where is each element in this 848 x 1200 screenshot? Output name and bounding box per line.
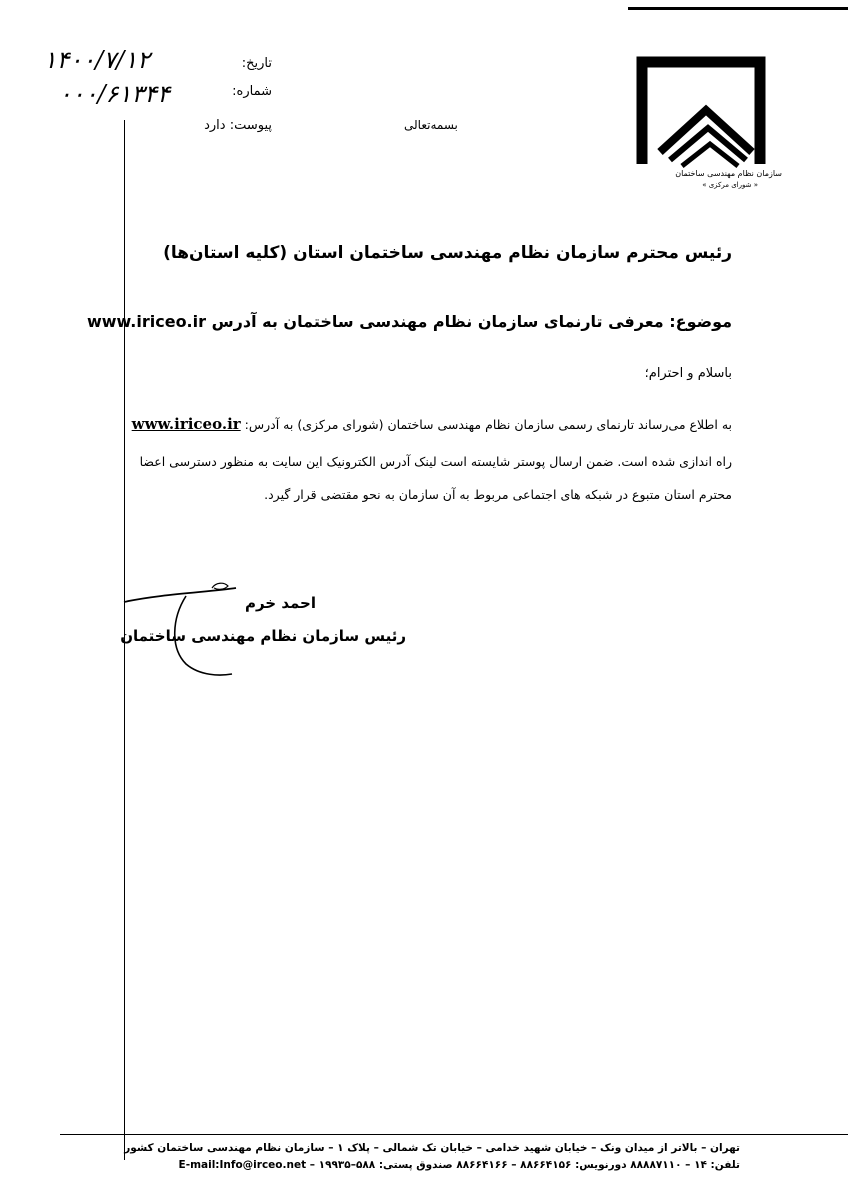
- basmala: بسمه‌تعالی: [404, 118, 458, 132]
- number-label: شماره:: [232, 84, 272, 99]
- body-line-1-text: به اطلاع می‌رساند تارنمای رسمی سازمان نظام مهندسی ساختمان (شورای مرکزی) به آدرس:: [244, 417, 732, 432]
- body-line-3: محترم استان متبوع در شبکه های اجتماعی مربوط به آن سازمان به نحو مقتضی قرار گیرد.: [264, 487, 732, 502]
- greeting: باسلام و احترام؛: [644, 366, 732, 381]
- website-link[interactable]: www.iriceo.ir: [131, 415, 241, 433]
- signer-title: رئیس سازمان نظام مهندسی ساختمان: [120, 627, 406, 645]
- recipient-heading: رئیس محترم سازمان نظام مهندسی ساختمان استان (کلیه استان‌ها): [163, 243, 732, 263]
- subject-line: موضوع: معرفی تارنمای سازمان نظام مهندسی ساختمان به آدرس www.iriceo.ir: [86, 312, 732, 331]
- body-line-1: [132, 415, 732, 433]
- date-value: ۱۴۰۰/۷/۱۲: [43, 46, 150, 74]
- signer-name: احمد خرم: [244, 594, 316, 612]
- footer-rule: [60, 1134, 848, 1135]
- footer-contact: تلفن: ۱۴ – ۸۸۸۸۷۱۱۰ دورنویس: ۸۸۶۶۴۱۵۶ – ۸۸۶۶۴۱۶۶ صندوق پستی: ۵۸۸–۱۹۹۳۵ – E-mail:Info@irceo.net: [178, 1159, 740, 1171]
- top-rule: [628, 7, 848, 10]
- letter-number-value: ۰۰۰/۶۱۳۴۴: [58, 80, 170, 108]
- logo-caption-council: « شورای مرکزی »: [702, 181, 758, 189]
- body-line-2: راه اندازی شده است. ضمن ارسال پوستر شایسته است لینک آدرس الکترونیک این سایت به منظور دسترسی اعضا: [139, 454, 732, 469]
- logo-caption-organization: سازمان نظام مهندسی ساختمان: [675, 169, 782, 178]
- organization-logo-icon: [636, 52, 782, 168]
- date-label: تاریخ:: [241, 56, 272, 71]
- footer-address: تهران – بالاتر از میدان ونک – خیابان شهید خدامی – خیابان تک شمالی – پلاک ۱ – سازمان نظام مهندسی ساختمان کشور: [124, 1142, 740, 1154]
- attachment-label: پیوست: دارد: [204, 118, 272, 133]
